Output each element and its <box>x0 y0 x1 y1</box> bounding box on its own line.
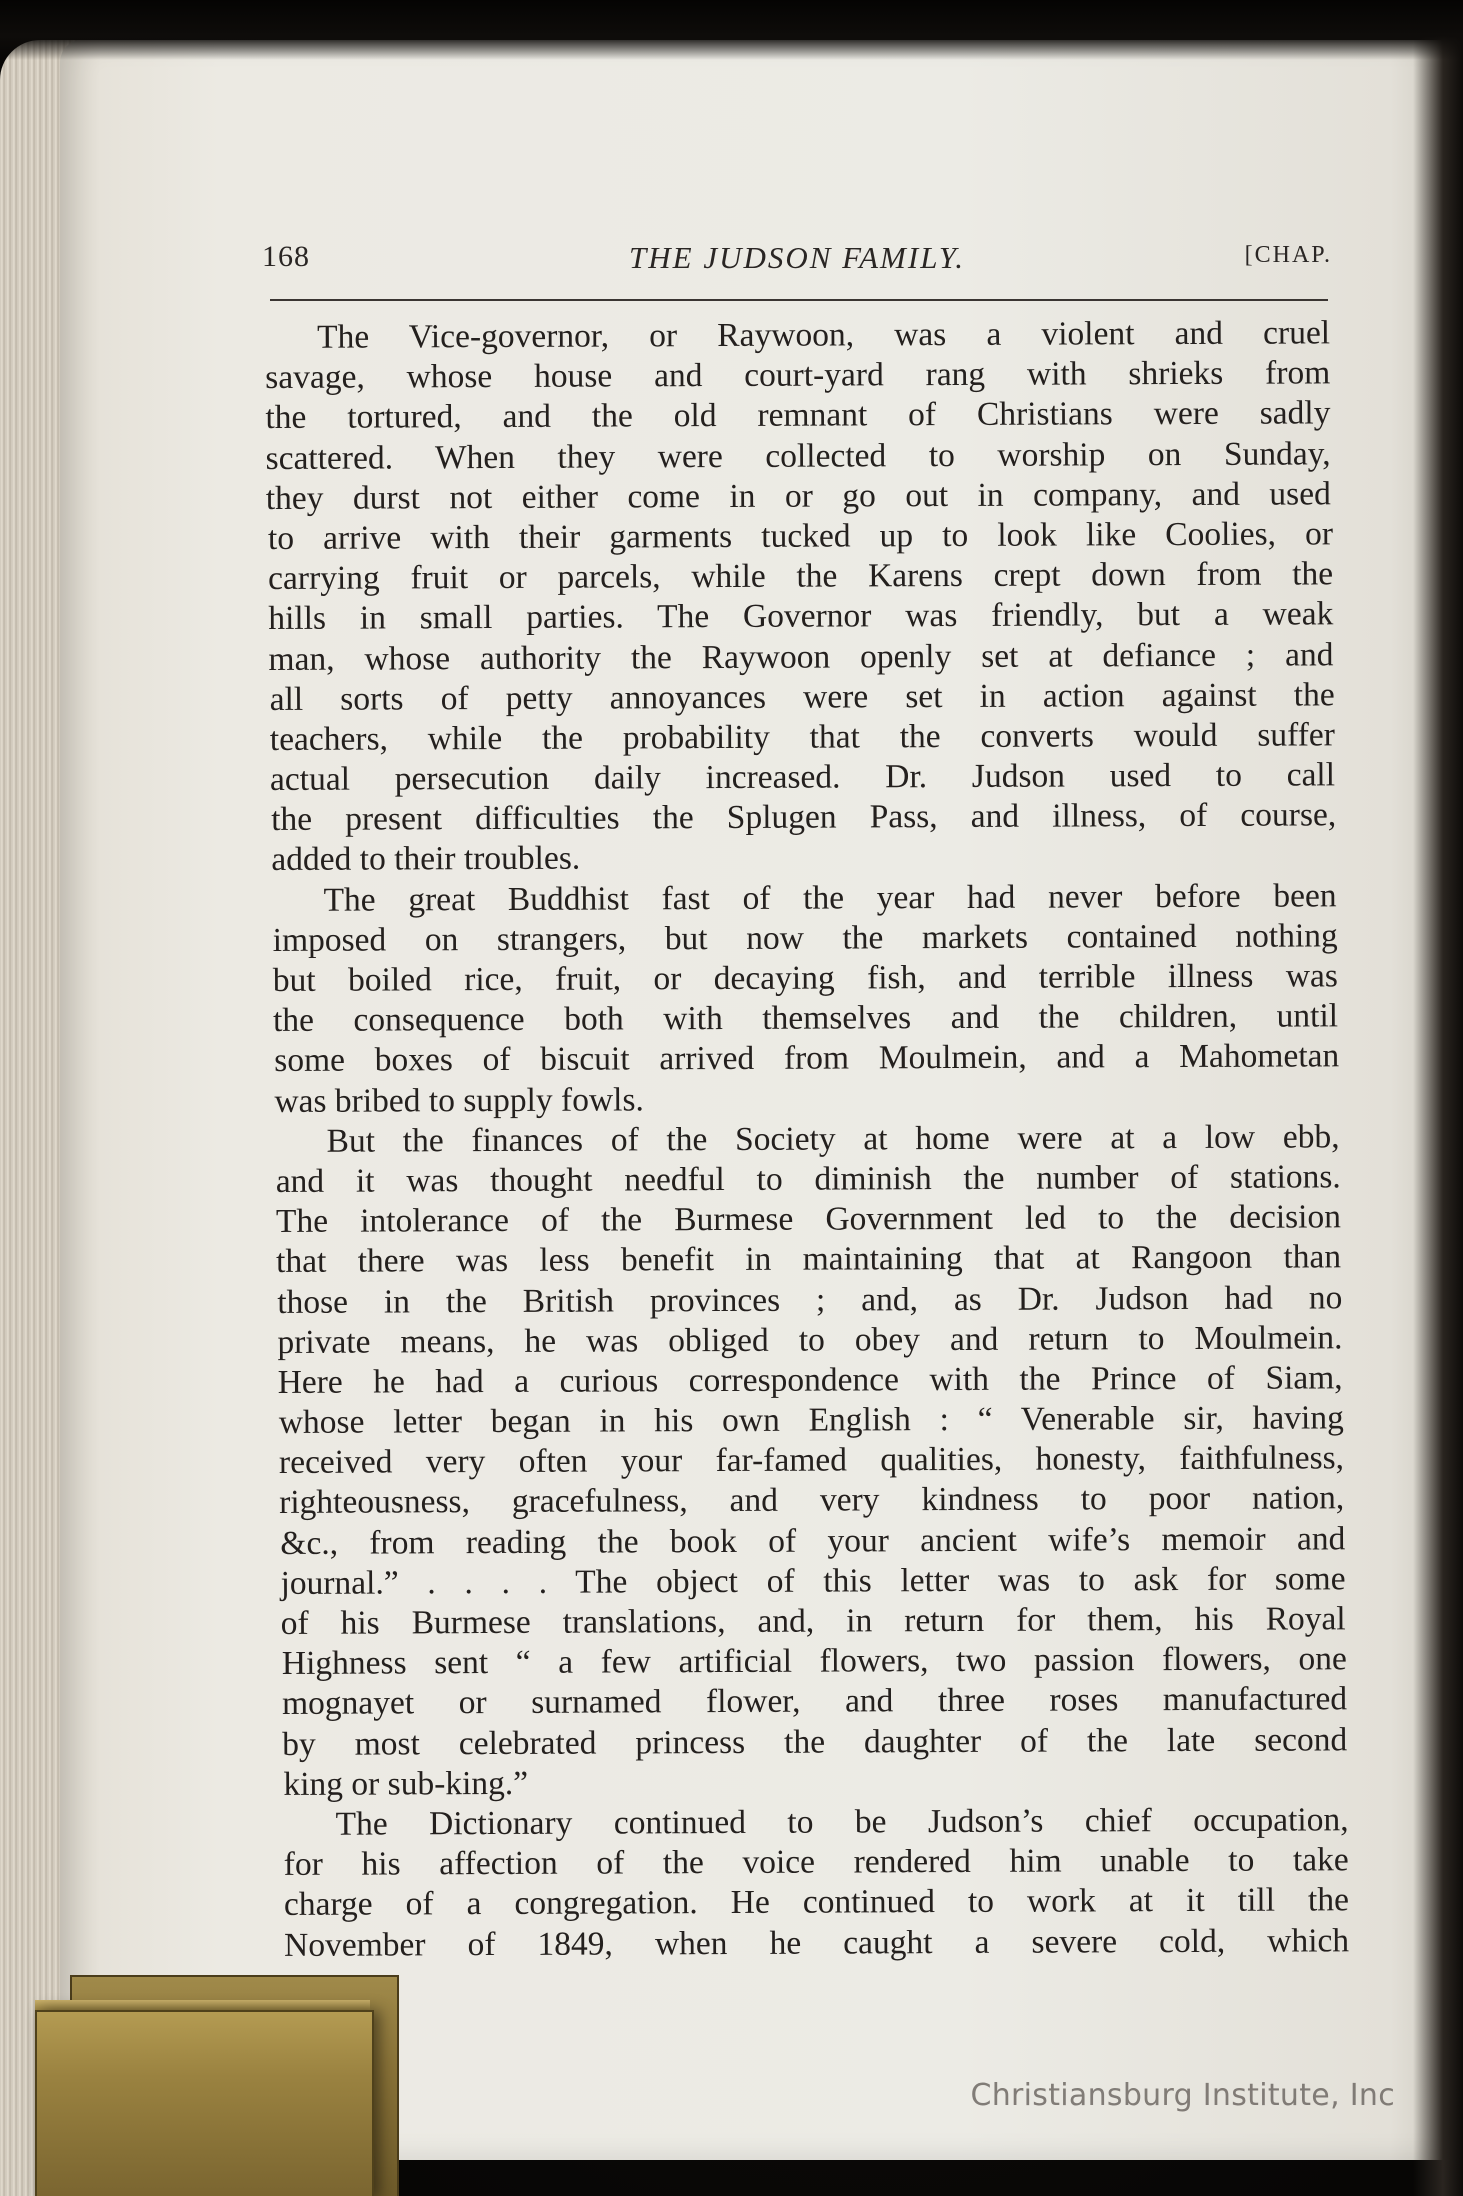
text-line: scattered. When they were collected to worship on Sunday, <box>265 434 1331 477</box>
text-line: journal.” . . . . The object of this letter was to ask for some <box>280 1560 1346 1602</box>
text-line: but boiled rice, fruit, or decaying fish, and terrible illness was <box>272 957 1338 999</box>
text-line: those in the British provinces ; and, as Dr. Judson had no <box>277 1278 1343 1321</box>
text-line: &c., from reading the book of your ancient wife’s memoir and <box>280 1519 1346 1562</box>
text-line: added to their troubles. <box>271 840 581 879</box>
text-line: But the finances of the Society at home were at a low ebb, <box>326 1118 1340 1160</box>
text-line: actual persecution daily increased. Dr. Judson used to call <box>269 756 1336 799</box>
text-line: the consequence both with themselves and the children, until <box>272 997 1339 1040</box>
text-line: righteousness, gracefulness, and very kindness to poor nation, <box>279 1479 1345 1522</box>
text-line: Here he had a curious correspondence with the Prince of Siam, <box>277 1359 1343 1401</box>
text-line: they durst not either come in or go out in company, and used <box>265 475 1331 517</box>
text-line: November of 1849, when he caught a severe cold, which <box>284 1921 1350 1964</box>
running-head <box>262 240 1332 284</box>
text-line: was bribed to supply fowls. <box>274 1080 644 1120</box>
body-text <box>265 313 1350 1965</box>
book-binding-shadow <box>1413 30 1463 2196</box>
gold-block-front <box>35 2010 374 2196</box>
text-line: that there was less benefit in maintaining that at Rangoon than <box>276 1238 1342 1281</box>
text-line: The great Buddhist fast of the year had never before been <box>323 876 1337 919</box>
text-line: private means, he was obliged to obey and return to Moulmein. <box>277 1318 1343 1361</box>
text-line: carrying fruit or parcels, while the Karens crept down from the <box>268 555 1334 598</box>
top-shadow <box>0 0 1463 60</box>
text-line: by most celebrated princess the daughter of the late second <box>282 1720 1348 1763</box>
text-line: to arrive with their garments tucked up to look like Coolies, or <box>267 515 1334 557</box>
text-line: Highness sent “ a few artificial flowers, two passion flowers, one <box>281 1640 1347 1683</box>
text-line: imposed on strangers, but now the markets contained nothing <box>272 917 1338 959</box>
text-line: man, whose authority the Raywoon openly set at defiance ; and <box>268 635 1334 678</box>
text-line: all sorts of petty annoyances were set in action against the <box>269 676 1335 718</box>
text-line: of his Burmese translations, and, in return for them, his Royal <box>280 1600 1346 1642</box>
running-title: THE JUDSON FAMILY. <box>629 240 965 275</box>
text-line: hills in small parties. The Governor was friendly, but a weak <box>268 595 1334 638</box>
text-line: The Vice-governor, or Raywoon, was a violent and cruel <box>317 314 1331 356</box>
watermark: Christiansburg Institute, Inc <box>970 2078 1395 2113</box>
text-line: whose letter began in his own English : “ Venerable sir, having <box>278 1399 1344 1442</box>
text-line: received very often your far-famed qualities, honesty, faithfulness, <box>278 1439 1345 1482</box>
header-rule <box>270 299 1328 301</box>
text-line: some boxes of biscuit arrived from Moulmein, and a Mahometan <box>274 1037 1340 1080</box>
text-line: mognayet or surnamed flower, and three roses manufactured <box>281 1680 1348 1723</box>
page-number: 168 <box>262 240 310 273</box>
text-line: the present difficulties the Splugen Pass, and illness, of course, <box>271 796 1337 839</box>
text-line: and it was thought needful to diminish the number of stations. <box>275 1158 1341 1200</box>
text-line: for his affection of the voice rendered him unable to take <box>283 1841 1349 1884</box>
text-line: charge of a congregation. He continued to work at it till the <box>283 1881 1349 1924</box>
text-line: savage, whose house and court-yard rang with shrieks from <box>265 354 1331 397</box>
chapter-mark: [CHAP. <box>1244 242 1332 268</box>
text-line: the tortured, and the old remnant of Christians were sadly <box>265 394 1331 437</box>
text-line: The Dictionary continued to be Judson’s chief occupation, <box>335 1801 1349 1843</box>
text-line: king or sub-king.” <box>283 1764 529 1803</box>
text-line: teachers, while the probability that the converts would suffer <box>269 716 1335 758</box>
text-line: The intolerance of the Burmese Government led to the decision <box>275 1198 1342 1241</box>
